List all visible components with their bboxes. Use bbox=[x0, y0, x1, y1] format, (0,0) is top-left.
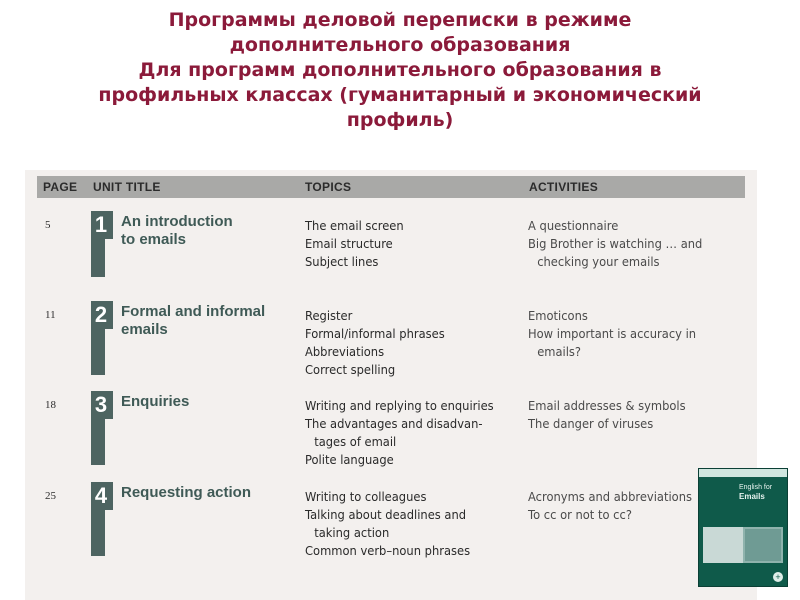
page-title bbox=[40, 8, 760, 133]
header-topics: TOPICS bbox=[305, 180, 352, 194]
cover-photo bbox=[745, 529, 781, 561]
topic: The email screen bbox=[305, 218, 404, 233]
row-topics bbox=[305, 307, 445, 379]
unit-number: 2 bbox=[94, 302, 108, 327]
unit-title bbox=[121, 484, 301, 502]
row-page: 11 bbox=[45, 309, 56, 321]
row-activities bbox=[528, 397, 686, 433]
title-line: профильных классах (гуманитарный и экономический bbox=[98, 84, 702, 106]
topic: Abbreviations bbox=[305, 344, 385, 359]
cover-strip bbox=[699, 469, 787, 477]
title-line: Для программ дополнительного образования в bbox=[138, 59, 662, 81]
topic: Subject lines bbox=[305, 254, 379, 269]
activity: emails? bbox=[537, 344, 582, 359]
row-page: 25 bbox=[45, 490, 56, 502]
book-title-line: English for bbox=[739, 484, 773, 491]
topic: Formal/informal phrases bbox=[305, 326, 445, 341]
unit-number: 1 bbox=[94, 212, 108, 237]
topic: Common verb–noun phrases bbox=[305, 543, 471, 558]
unit-title-line: Enquiries bbox=[121, 393, 190, 410]
unit-title-line: to emails bbox=[121, 231, 187, 248]
activity: Acronyms and abbreviations bbox=[528, 489, 693, 504]
unit-title-line: emails bbox=[121, 321, 168, 338]
activity: Emoticons bbox=[528, 308, 588, 323]
book-title bbox=[739, 483, 772, 501]
topic: taking action bbox=[314, 525, 390, 540]
row-activities bbox=[528, 217, 702, 271]
table-header bbox=[37, 176, 745, 198]
unit-title-line: Formal and informal bbox=[121, 303, 266, 320]
unit-title bbox=[121, 213, 301, 249]
activity: Email addresses & symbols bbox=[528, 398, 686, 413]
plus-icon: + bbox=[773, 572, 783, 582]
row-topics bbox=[305, 397, 494, 469]
topic: Writing and replying to enquiries bbox=[305, 398, 494, 413]
row-topics bbox=[305, 217, 404, 271]
unit-number: 4 bbox=[94, 483, 108, 508]
row-page: 18 bbox=[45, 399, 56, 411]
header-unit-title: UNIT TITLE bbox=[93, 180, 161, 194]
row-activities bbox=[528, 488, 692, 524]
topic: tages of email bbox=[314, 434, 397, 449]
header-page: PAGE bbox=[43, 180, 78, 194]
row-activities bbox=[528, 307, 696, 361]
topic: Polite language bbox=[305, 452, 394, 467]
topic: Writing to colleagues bbox=[305, 489, 427, 504]
title-line: Программы деловой переписки в режиме bbox=[168, 9, 632, 31]
activity: The danger of viruses bbox=[528, 416, 654, 431]
unit-title-line: An introduction bbox=[121, 213, 233, 230]
title-line: профиль) bbox=[346, 109, 454, 131]
topic: Email structure bbox=[305, 236, 393, 251]
unit-title bbox=[121, 303, 301, 339]
unit-number: 3 bbox=[94, 392, 108, 417]
title-line: дополнительного образования bbox=[229, 34, 571, 56]
topic: Correct spelling bbox=[305, 362, 396, 377]
activity: A questionnaire bbox=[528, 218, 619, 233]
row-page: 5 bbox=[45, 219, 51, 231]
activity: Big Brother is watching … and bbox=[528, 236, 703, 251]
header-activities: ACTIVITIES bbox=[529, 180, 599, 194]
activity: checking your emails bbox=[537, 254, 660, 269]
activity: How important is accuracy in bbox=[528, 326, 697, 341]
activity: To cc or not to cc? bbox=[528, 507, 632, 522]
cover-photo bbox=[703, 527, 743, 563]
book-title-line: Emails bbox=[739, 492, 765, 501]
unit-title-line: Requesting action bbox=[121, 484, 252, 501]
topic: Talking about deadlines and bbox=[305, 507, 467, 522]
unit-title bbox=[121, 393, 301, 411]
book-cover-image bbox=[698, 468, 788, 587]
contents-table-scan bbox=[25, 170, 757, 600]
topic: The advantages and disadvan- bbox=[305, 416, 483, 431]
row-topics bbox=[305, 488, 470, 560]
topic: Register bbox=[305, 308, 353, 323]
